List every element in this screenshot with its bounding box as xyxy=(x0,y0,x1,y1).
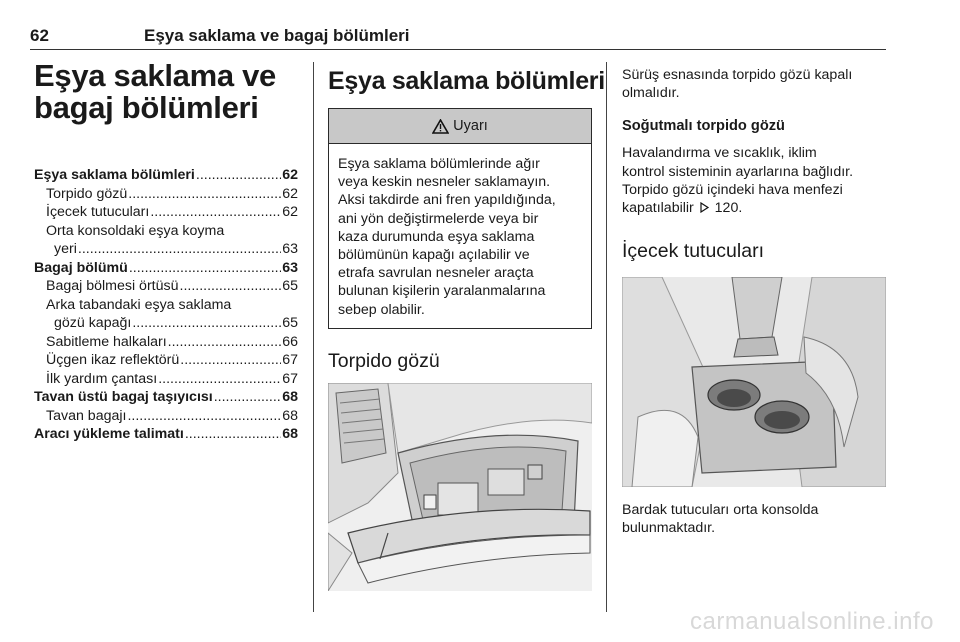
warning-triangle-icon xyxy=(432,119,449,134)
section-title: Eşya saklama bölümleri xyxy=(328,67,605,95)
toc-entry-floor-cover[interactable]: gözü kapağı ..... 65 xyxy=(34,314,298,333)
page-header xyxy=(30,24,886,50)
toc-entry-storage-compartments[interactable]: Eşya saklama bölümleri ..... 62 xyxy=(34,166,298,185)
storage-column xyxy=(328,66,605,591)
toc-entry-roof-rack-system[interactable]: Tavan üstü bagaj taşıyıcısı ..... 68 xyxy=(34,388,298,407)
running-title: Eşya saklama ve bagaj bölümleri xyxy=(144,26,410,45)
column-divider-right xyxy=(606,62,607,612)
cupholders-caption: Bardak tutucuları orta konsolda bulunmaktadır. xyxy=(622,502,819,537)
cupholders-title: İçecek tutucuları xyxy=(622,240,764,263)
toc-entry-load-cover[interactable]: Bagaj bölmesi örtüsü ..... 65 xyxy=(34,277,298,296)
cooled-glovebox-text: Havalandırma ve sıcaklık, iklim kontrol sisteminin ayarlarına bağlıdır. Torpido gözü içindeki hava menfezi kapatılabilir 120. xyxy=(622,145,854,217)
toc-entry-console-storage[interactable]: yeri ..... 63 xyxy=(34,240,298,259)
toc-entry-glovebox[interactable]: Torpido gözü ..... 62 xyxy=(34,185,298,204)
toc-entry-load-compartment[interactable]: Bagaj bölümü ..... 63 xyxy=(34,259,298,278)
toc-entry-warning-triangle[interactable]: Üçgen ikaz reflektörü ..... 67 xyxy=(34,351,298,370)
cupholders-drawing xyxy=(622,277,886,487)
toc-entry-floor-cover-line1[interactable]: Arka tabandaki eşya saklama xyxy=(46,296,232,313)
warning-header xyxy=(329,109,591,144)
toc-entry-lashing-eyes[interactable]: Sabitleme halkaları ..... 66 xyxy=(34,333,298,352)
glovebox-note: Sürüş esnasında torpido gözü kapalı olmalıdır. xyxy=(622,67,853,102)
toc-entry-loading-information[interactable]: Aracı yükleme talimatı ..... 68 xyxy=(34,425,298,444)
cooled-glovebox-title: Soğutmalı torpido gözü xyxy=(622,118,785,135)
toc-entry-first-aid-kit[interactable]: İlk yardım çantası ..... 67 xyxy=(34,370,298,389)
chapter-title: Eşya saklama ve bagaj bölümleri xyxy=(34,58,276,125)
glovebox-title: Torpido gözü xyxy=(328,349,440,372)
glovebox-drawing xyxy=(328,383,592,591)
cupholders-illustration xyxy=(622,277,886,487)
warning-box xyxy=(328,108,592,329)
glovebox-illustration xyxy=(328,383,592,591)
toc-entry-roof-rack[interactable]: Tavan bagajı ..... 68 xyxy=(34,407,298,426)
warning-text: Eşya saklama bölümlerinde ağır veya keskin nesneler saklamayın. Aksi takdirde ani fren yapıldığında, ani yön değiştirmelerde veya bir kaza durumunda eşya saklama bölümünün kapağı açılabilir ve etrafa savrulan nesneler araçta bulunan kişilerin yaralanmalarına sebep olabilir. xyxy=(338,156,556,318)
chapter-column xyxy=(34,60,298,444)
column-divider-left xyxy=(313,62,314,612)
toc-entry-cupholders[interactable]: İçecek tutucuları ..... 62 xyxy=(34,203,298,222)
toc-entry-console-storage-line1[interactable]: Orta konsoldaki eşya koyma xyxy=(46,222,225,239)
page-number: 62 xyxy=(30,26,49,45)
watermark: carmanualsonline.info xyxy=(690,608,934,635)
page-reference-arrow-icon xyxy=(699,202,710,213)
warning-heading: Uyarı xyxy=(453,118,488,134)
page-reference[interactable]: 120. xyxy=(714,200,743,217)
glovebox-column xyxy=(622,66,886,538)
table-of-contents xyxy=(34,166,298,444)
